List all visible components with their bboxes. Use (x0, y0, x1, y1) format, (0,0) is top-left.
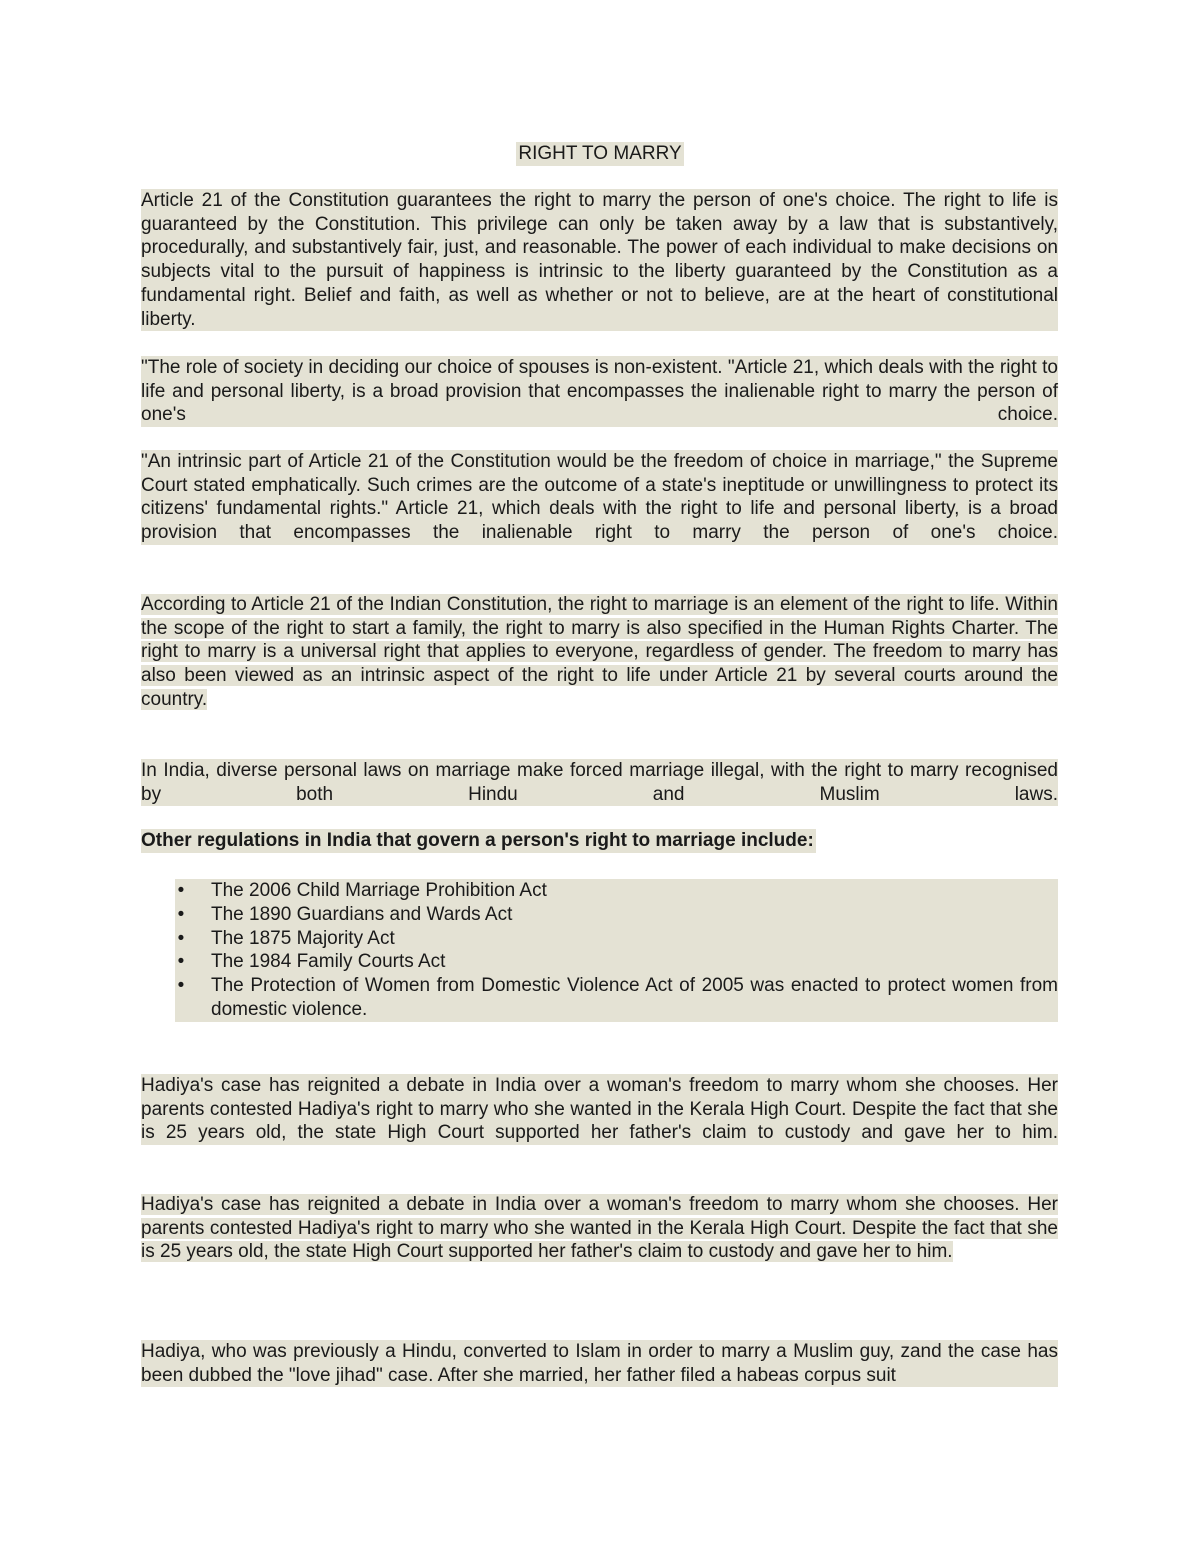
list-item (175, 879, 1058, 903)
regulations-heading: Other regulations in India that govern a person's right to marriage include: (141, 830, 814, 851)
list-item-text: The 1890 Guardians and Wards Act (211, 903, 513, 925)
title-container (0, 142, 1200, 166)
regulations-list (175, 879, 1058, 1022)
paragraph-hadiya-conversion: Hadiya, who was previously a Hindu, converted to Islam in order to marry a Muslim guy, zand the case has been dubbed the "love jihad" case. After she married, her father filed a habeas corpus suit (141, 1341, 1058, 1386)
paragraph-diverse-personal-laws: In India, diverse personal laws on marriage make forced marriage illegal, with the right to marry recognised by both Hindu and Muslim laws. (141, 760, 1058, 805)
list-item-text: The Protection of Women from Domestic Violence Act of 2005 was enacted to protect women from domestic violence. (211, 975, 1058, 1020)
bullet-icon: • (177, 927, 185, 949)
paragraph-hadiya-case-2 (141, 1193, 1058, 1264)
list-item (175, 903, 1058, 927)
paragraph-according-to-article-21 (141, 593, 1058, 712)
list-item (175, 974, 1058, 1022)
bullet-icon: • (177, 975, 185, 997)
bullet-icon: • (177, 880, 185, 901)
list-item-text: The 2006 Child Marriage Prohibition Act (211, 880, 547, 901)
list-item (175, 950, 1058, 974)
bullet-icon: • (177, 903, 185, 925)
paragraph-article-21: Article 21 of the Constitution guarantees the right to marry the person of one's choice. The right to life is guaranteed by the Constitution. This privilege can only be taken away by a law that is substantively, procedurally, and substantively fair, just, and reasonable. The power of each individual to make decisions on subjects vital to the pursuit of happiness is intrinsic to the liberty guaranteed by the Constitution as a fundamental right. Belief and faith, as well as whether or not to believe, are at the heart of constitutional liberty. (141, 190, 1058, 330)
list-item-text: The 1984 Family Courts Act (211, 951, 446, 973)
paragraph-hadiya-case-2-text: Hadiya's case has reignited a debate in India over a woman's freedom to marry whom she chooses. Her parents contested Hadiya's right to marry who she wanted in the Kerala High Court. Despite the fact that she is 25 years old, the state High Court supported her father's claim to custody and gave her to him. (141, 1194, 1058, 1263)
paragraph-role-of-society: "The role of society in deciding our choice of spouses is non-existent. "Article 21, which deals with the right to life and personal liberty, is a broad provision that encompasses the inalienable right to marry the person of one's choice. (141, 357, 1058, 426)
paragraph-according-to-article-21-text: According to Article 21 of the Indian Constitution, the right to marriage is an element of the right to life. Within the scope of the right to start a family, the right to marry is also specified in the Human Rights Charter. The right to marry is a universal right that applies to everyone, regardless of gender. The freedom to marry has also been viewed as an intrinsic aspect of the right to life under Article 21 by several courts around the country. (141, 594, 1058, 710)
list-item-text: The 1875 Majority Act (211, 927, 395, 949)
page-title: RIGHT TO MARRY (518, 143, 682, 164)
list-item (175, 927, 1058, 951)
paragraph-intrinsic-part: "An intrinsic part of Article 21 of the Constitution would be the freedom of choice in marriage," the Supreme Court stated emphatically. Such crimes are the outcome of a state's ineptitude or unwillingness to protect its citizens' fundamental rights." Article 21, which deals with the right to life and personal liberty, is a broad provision that encompasses the inalienable right to marry the person of one's choice. (141, 451, 1058, 544)
paragraph-hadiya-case-1: Hadiya's case has reignited a debate in India over a woman's freedom to marry whom she chooses. Her parents contested Hadiya's right to marry who she wanted in the Kerala High Court. Despite the fact that she is 25 years old, the state High Court supported her father's claim to custody and gave her to him. (141, 1075, 1058, 1144)
bullet-icon: • (177, 951, 185, 973)
